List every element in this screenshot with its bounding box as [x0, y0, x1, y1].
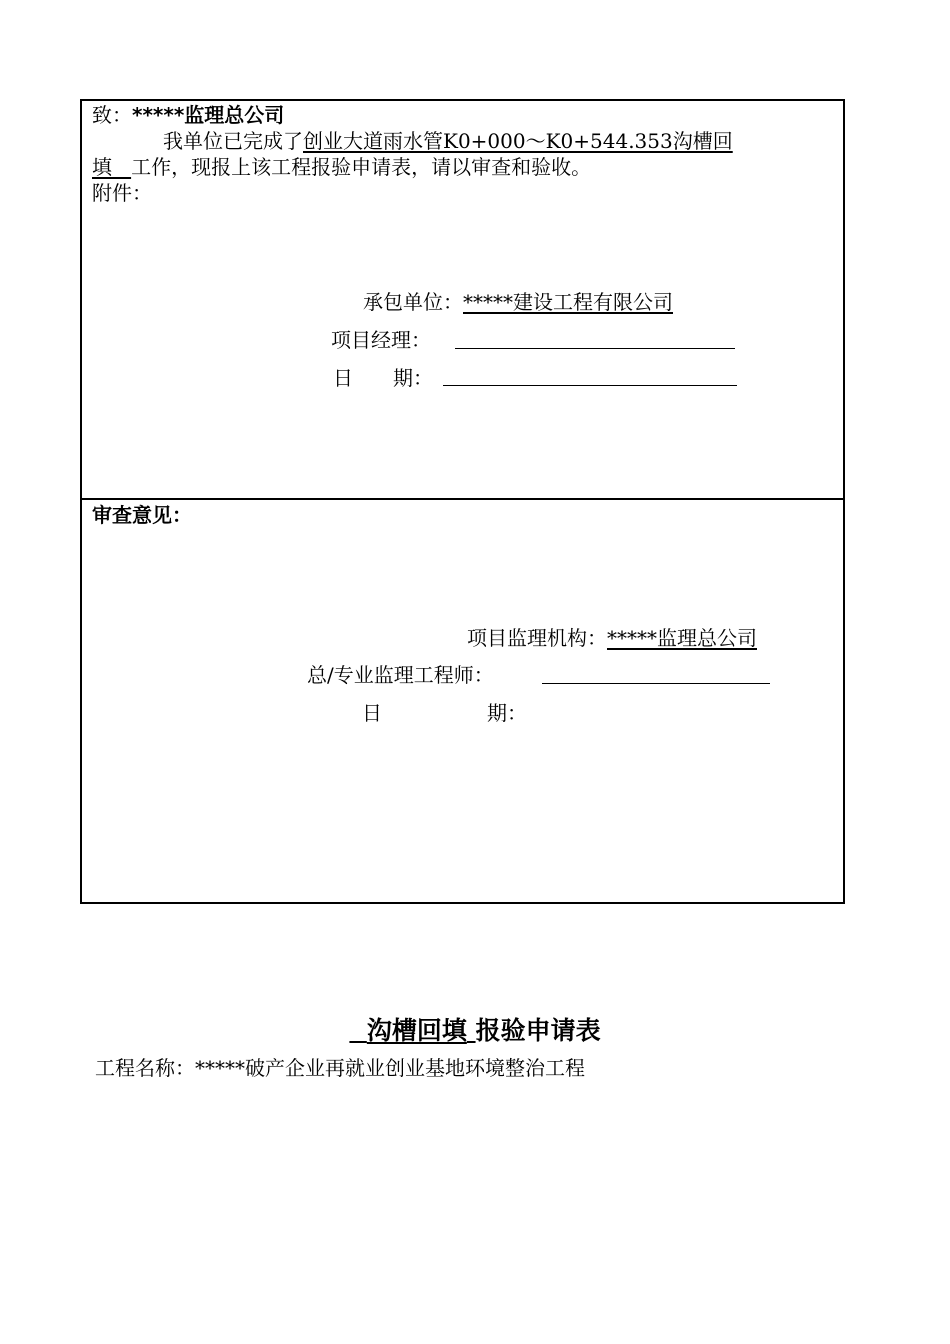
manager-signature-line: [455, 348, 735, 349]
application-date-label: 日 期：: [333, 366, 433, 390]
body-prefix: 我单位已完成了: [163, 129, 303, 153]
engineer-signature-line: [542, 683, 770, 684]
title-underlined: 沟槽回填: [366, 1016, 467, 1045]
contractor-value: *****建设工程有限公司: [463, 290, 673, 314]
body-suffix: 工作，现报上该工程报验申请表，请以审查和验收。: [131, 155, 592, 179]
attachment-label: 附件：: [92, 181, 152, 205]
review-date-label-1: 日: [362, 701, 382, 725]
review-date-label-2: 期：: [487, 701, 527, 725]
project-name-row: [95, 1055, 585, 1081]
supervisor-org-label: 项目监理机构：: [467, 626, 607, 650]
section-divider: [82, 498, 843, 500]
to-label: 致：: [92, 103, 132, 127]
inspection-form: [80, 99, 845, 904]
supervisor-org-value: *****监理总公司: [607, 626, 757, 650]
review-heading: 审查意见：: [92, 503, 192, 527]
addressee: [92, 102, 284, 128]
body-line-2: [92, 154, 591, 180]
form-title: [0, 1014, 950, 1048]
contractor-row: [363, 289, 673, 315]
project-value: *****破产企业再就业创业基地环境整治工程: [195, 1056, 585, 1080]
manager-label: 项目经理：: [331, 328, 431, 352]
contractor-label: 承包单位：: [363, 290, 463, 314]
supervisor-org-row: [467, 625, 757, 651]
application-date-line: [443, 385, 737, 386]
work-name-line2: 填: [92, 155, 112, 179]
work-name-line1: 创业大道雨水管K0+000～K0+544.353沟槽回: [303, 129, 733, 153]
to-company: *****监理总公司: [132, 103, 285, 127]
engineer-label: 总/专业监理工程师：: [307, 663, 494, 687]
title-rest: 报验申请表: [475, 1016, 601, 1045]
project-label: 工程名称：: [95, 1056, 195, 1080]
body-line-1: [163, 128, 733, 154]
